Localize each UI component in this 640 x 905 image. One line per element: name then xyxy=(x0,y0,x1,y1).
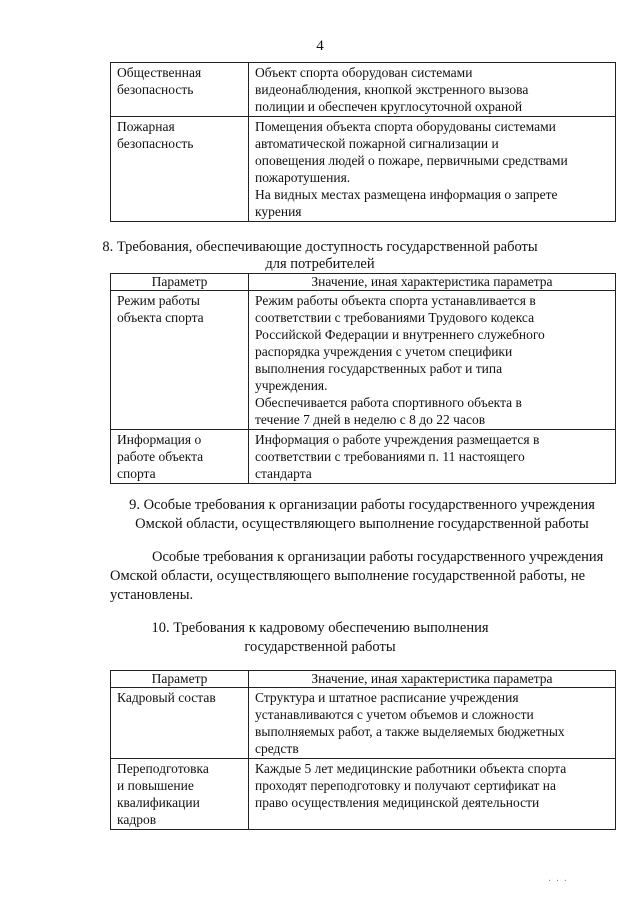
column-header-value: Значение, иная характеристика параметра xyxy=(249,274,616,291)
value-cell xyxy=(249,759,616,830)
cell-line: Структура и штатное расписание учреждения xyxy=(255,690,519,705)
table-row xyxy=(111,759,616,830)
table-header-row xyxy=(111,274,616,291)
cell-line: спорта xyxy=(117,466,156,481)
safety-table xyxy=(110,62,616,222)
section-9-paragraph xyxy=(110,548,615,605)
param-cell xyxy=(111,759,249,830)
cell-line: Переподготовка xyxy=(117,761,209,776)
cell-line: Общественная xyxy=(117,65,202,80)
cell-line: безопасность xyxy=(117,136,194,151)
cell-line: Помещения объекта спорта оборудованы системами xyxy=(255,119,556,134)
cell-line: Российской Федерации и внутреннего служебного xyxy=(255,327,545,342)
table-row xyxy=(111,291,616,430)
heading-line: государственной работы xyxy=(244,639,396,655)
heading-line: 10. Требования к кадровому обеспечению выполнения xyxy=(151,620,489,636)
accessibility-table xyxy=(110,273,616,484)
column-header-param: Параметр xyxy=(111,274,249,291)
cell-line: кадров xyxy=(117,812,157,827)
cell-line: полиции и обеспечен круглосуточной охраной xyxy=(255,99,523,114)
table-header-row xyxy=(111,671,616,688)
column-header-param: Параметр xyxy=(111,671,249,688)
cell-line: оповещения людей о пожаре, первичными средствами xyxy=(255,153,568,168)
cell-line: стандарта xyxy=(255,466,312,481)
heading-line: Омской области, осуществляющего выполнение государственной работы xyxy=(135,516,589,532)
cell-line: Кадровый состав xyxy=(117,690,216,705)
param-cell xyxy=(111,117,249,222)
staffing-table xyxy=(110,670,616,830)
cell-line: устанавливаются с учетом объемов и сложности xyxy=(255,707,534,722)
value-cell xyxy=(249,688,616,759)
cell-line: Информация о работе учреждения размещается в xyxy=(255,432,540,447)
cell-line: соответствии с требованиями Трудового кодекса xyxy=(255,310,535,325)
param-cell xyxy=(111,291,249,430)
cell-line: Каждые 5 лет медицинские работники объекта спорта xyxy=(255,761,567,776)
cell-line: видеонаблюдения, кнопкой экстренного вызова xyxy=(255,82,529,97)
cell-line: учреждения. xyxy=(255,378,328,393)
cell-line: распорядка учреждения с учетом специфики xyxy=(255,344,513,359)
cell-line: Пожарная xyxy=(117,119,175,134)
section-8-heading xyxy=(100,239,540,273)
heading-line: для потребителей xyxy=(265,256,375,272)
cell-line: Режим работы объекта спорта устанавливается в xyxy=(255,293,536,308)
param-cell xyxy=(111,688,249,759)
cell-line: Режим работы xyxy=(117,293,200,308)
paragraph-line: установлены. xyxy=(110,587,194,603)
cell-line: пожаротушения. xyxy=(255,170,351,185)
cell-line: выполняемых работ, а также выделяемых бюджетных xyxy=(255,724,565,739)
column-header-value: Значение, иная характеристика параметра xyxy=(249,671,616,688)
section-9-heading xyxy=(96,496,628,534)
scan-artifact-dots: · · · xyxy=(548,876,568,887)
cell-line: работе объекта xyxy=(117,449,204,464)
value-cell xyxy=(249,117,616,222)
cell-line: Информация о xyxy=(117,432,202,447)
cell-line: объекта спорта xyxy=(117,310,204,325)
param-cell xyxy=(111,430,249,484)
cell-line: проходят переподготовку и получают сертификат на xyxy=(255,778,557,793)
heading-line: 9. Особые требования к организации работы государственного учреждения xyxy=(129,497,595,513)
cell-line: право осуществления медицинской деятельности xyxy=(255,795,540,810)
table-row xyxy=(111,430,616,484)
cell-line: соответствии с требованиями п. 11 настоящего xyxy=(255,449,525,464)
table-row xyxy=(111,63,616,117)
param-cell xyxy=(111,63,249,117)
cell-line: На видных местах размещена информация о запрете xyxy=(255,187,558,202)
section-10-heading xyxy=(100,619,540,657)
table-row xyxy=(111,688,616,759)
value-cell xyxy=(249,430,616,484)
value-cell xyxy=(249,291,616,430)
cell-line: и повышение xyxy=(117,778,194,793)
paragraph-text: Особые требования к организации работы государственного учреждения xyxy=(152,549,604,565)
cell-line: квалификации xyxy=(117,795,200,810)
cell-line: средств xyxy=(255,741,299,756)
cell-line: курения xyxy=(255,204,302,219)
cell-line: Объект спорта оборудован системами xyxy=(255,65,473,80)
heading-line: 8. Требования, обеспечивающие доступность государственной работы xyxy=(102,239,538,255)
cell-line: выполнения государственных работ и типа xyxy=(255,361,503,376)
table-row xyxy=(111,117,616,222)
cell-line: течение 7 дней в неделю с 8 до 22 часов xyxy=(255,412,486,427)
paragraph-line xyxy=(110,548,615,567)
value-cell xyxy=(249,63,616,117)
cell-line: Обеспечивается работа спортивного объекта в xyxy=(255,395,522,410)
cell-line: безопасность xyxy=(117,82,194,97)
cell-line: автоматической пожарной сигнализации и xyxy=(255,136,499,151)
paragraph-line: Омской области, осуществляющего выполнение государственной работы, не xyxy=(110,568,586,584)
page-number: 4 xyxy=(316,38,324,54)
